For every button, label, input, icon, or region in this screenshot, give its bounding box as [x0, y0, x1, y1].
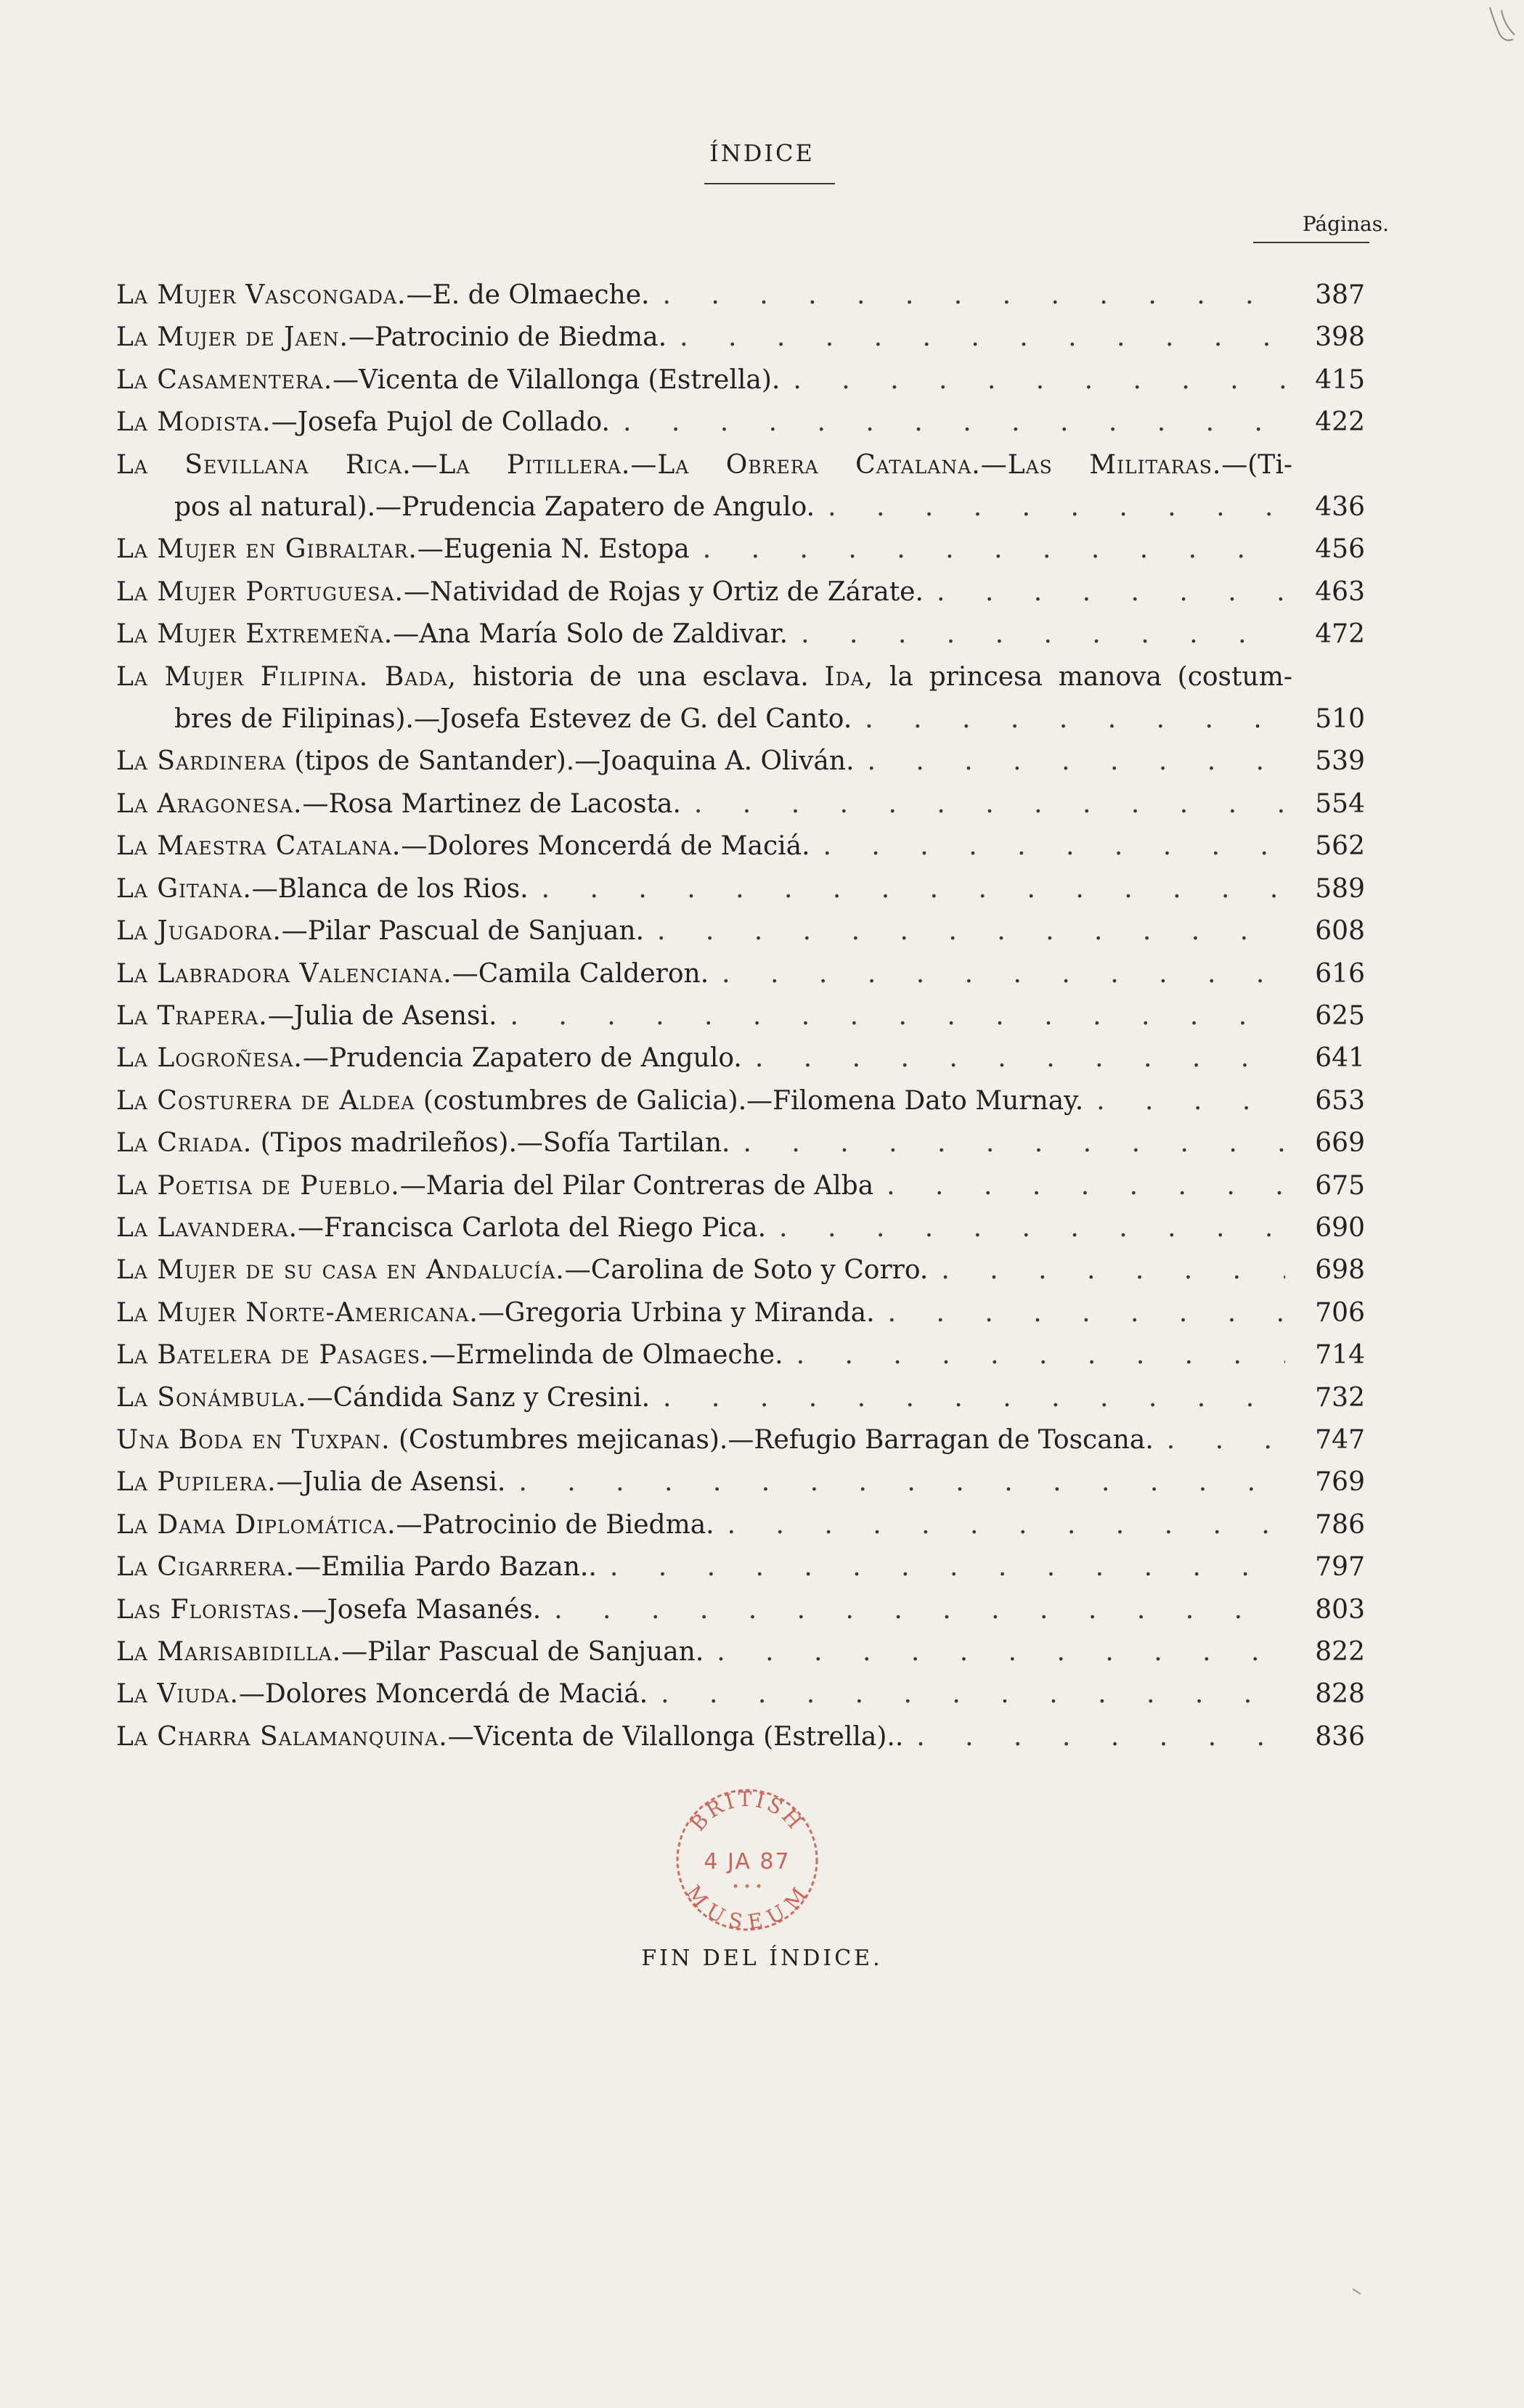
entry-title: La Mujer Vascongada.: [116, 280, 407, 310]
entry-text: [116, 1631, 704, 1673]
entry-author: —Dolores Moncerdá de Maciá.: [401, 831, 810, 862]
entry-title: La Dama Diplomática.: [116, 1509, 396, 1540]
pages-rule: [1253, 242, 1369, 243]
entry-title: La Cigarrera.: [116, 1552, 296, 1583]
entry-author: —Rosa Martinez de Lacosta.: [302, 788, 681, 819]
dot-leader: [855, 740, 1285, 783]
entry-text: [116, 401, 610, 444]
pages-column-header: Páginas.: [1302, 212, 1389, 236]
entry-author: —Blanca de los Rios.: [251, 873, 529, 904]
entry-title: La Mujer Norte-Americana.: [116, 1297, 478, 1328]
toc-entry: [116, 528, 1365, 571]
page-number: 836: [1315, 1721, 1365, 1752]
entry-author: —Pilar Pascual de Sanjuan.: [341, 1637, 704, 1667]
entry-title: La Criada.: [116, 1128, 253, 1159]
entry-title: La Logroñesa.: [116, 1043, 303, 1074]
entry-text: [116, 613, 788, 656]
dot-leader: [875, 1292, 1285, 1334]
dot-leader: [924, 571, 1285, 613]
toc-entry: [116, 1165, 1365, 1207]
page-title: ÍNDICE: [709, 139, 815, 167]
entry-text: [116, 528, 690, 571]
entry-title: La Costurera de Aldea: [116, 1085, 415, 1116]
dot-leader: [644, 910, 1285, 952]
entry-text: la princesa manova (costum-: [873, 661, 1292, 692]
entry-author: —Francisca Carlota del Riego Pica.: [298, 1212, 767, 1243]
toc-entry: [116, 1673, 1365, 1715]
page-number: 415: [1315, 364, 1365, 395]
dot-leader: [815, 486, 1285, 528]
entry-text: [116, 1716, 903, 1758]
toc-entry: [116, 1461, 1365, 1503]
stamp-date: 4 JA 87: [704, 1849, 791, 1874]
toc-entry: [116, 1377, 1365, 1419]
entry-author: —Patrocinio de Biedma.: [396, 1509, 714, 1540]
stamp-bottom-text: MUSEUM: [681, 1880, 813, 1935]
entry-continuation: bres de Filipinas).—Josefa Estevez de G. del Canto.: [174, 704, 852, 735]
dot-leader: [780, 359, 1285, 401]
entry-author: (tipos de Santander).—Joaquina A. Oliván.: [285, 746, 855, 777]
entry-author: —Ana María Solo de Zaldivar.: [393, 619, 789, 650]
page-number: 822: [1315, 1637, 1365, 1667]
entry-title: La Labradora Valenciana.: [116, 958, 452, 989]
toc-entry: [116, 1207, 1365, 1249]
dot-leader: [650, 1377, 1285, 1419]
entry-author: —Vicenta de Vilallonga (Estrella).: [333, 364, 781, 395]
page-number: 714: [1315, 1340, 1365, 1371]
dot-leader: [1083, 1080, 1285, 1122]
entry-title: Las Floristas.: [116, 1594, 301, 1625]
dot-leader: [667, 317, 1285, 359]
entry-title-secondary: Ida,: [824, 661, 874, 692]
entry-author: —Maria del Pilar Contreras de Alba: [399, 1170, 874, 1201]
entry-text: [116, 1292, 875, 1334]
entry-text: [116, 359, 780, 401]
page-number: 669: [1315, 1128, 1365, 1159]
toc-entry: [116, 1080, 1365, 1122]
entry-title: La Mujer de su casa en Andalucía.: [116, 1255, 565, 1286]
dot-leader: [704, 1631, 1285, 1673]
paper-speck: [1352, 2288, 1362, 2295]
entry-author: (Tipos madrileños).—Sofía Tartilan.: [252, 1128, 730, 1159]
entry-author: —Camila Calderon.: [452, 958, 709, 989]
toc-entry: [116, 401, 1365, 444]
entry-text: [116, 1080, 1083, 1122]
entry-title: La Batelera de Pasages.: [116, 1340, 430, 1371]
toc-entry: [116, 1334, 1365, 1376]
toc-entry: [116, 1249, 1365, 1291]
toc-entry: [116, 1037, 1365, 1079]
dot-leader: [690, 528, 1285, 571]
entry-title: Una Boda en Tuxpan.: [116, 1424, 391, 1455]
dot-leader: [783, 1334, 1285, 1376]
dot-leader: [730, 1122, 1285, 1164]
museum-stamp: [672, 1784, 823, 1935]
end-of-index-text: FIN DEL ÍNDICE.: [641, 1946, 883, 1971]
stamp-top-text: BRITISH: [685, 1787, 809, 1836]
entry-text: [116, 1546, 597, 1588]
toc-entry: [116, 783, 1365, 825]
dot-leader: [714, 1504, 1285, 1546]
toc-entry: [116, 868, 1365, 910]
dot-leader: [1154, 1419, 1285, 1461]
page-number: 786: [1315, 1509, 1365, 1540]
entry-author: (Costumbres mejicanas).—Refugio Barragan de Toscana.: [390, 1424, 1154, 1455]
entry-author: historia de una esclava.: [456, 661, 825, 692]
page-number: 510: [1315, 704, 1365, 735]
dot-leader: [873, 1165, 1285, 1207]
dot-leader: [649, 274, 1285, 317]
entry-author: —Patrocinio de Biedma.: [349, 322, 667, 353]
entry-title: La Trapera.: [116, 1000, 268, 1031]
dot-leader: [742, 1037, 1285, 1079]
entry-author: —Gregoria Urbina y Miranda.: [478, 1297, 875, 1328]
entry-text: [116, 1249, 928, 1291]
entry-title: La Mujer Extremeña.: [116, 619, 394, 650]
entry-continuation: pos al natural).—Prudencia Zapatero de Angulo.: [174, 492, 815, 523]
entry-title: La Modista.: [116, 407, 272, 438]
entry-author: —Pilar Pascual de Sanjuan.: [281, 916, 645, 947]
toc-entry: [116, 1122, 1365, 1164]
dot-leader: [766, 1207, 1285, 1249]
entry-author: —Prudencia Zapatero de Angulo.: [302, 1043, 742, 1074]
entry-title: La Sardinera: [116, 746, 286, 777]
corner-pencil-mark: [1486, 3, 1519, 46]
entry-text: [116, 740, 855, 783]
toc-entry: [116, 1546, 1365, 1588]
dot-leader: [928, 1249, 1285, 1291]
toc-entry: [116, 1292, 1365, 1334]
entry-text: [116, 1673, 648, 1715]
entry-text: [116, 995, 497, 1037]
dot-leader: [709, 953, 1285, 995]
dot-leader: [852, 698, 1285, 740]
entry-author: —E. de Olmaeche.: [406, 280, 650, 310]
entry-author: —Josefa Masanés.: [301, 1594, 542, 1625]
toc-entry: [116, 1419, 1365, 1461]
toc-entry: [116, 995, 1365, 1037]
page-number: 797: [1315, 1552, 1365, 1583]
page-number: 706: [1315, 1297, 1365, 1328]
entry-text: [116, 825, 810, 868]
entry-author: —Cándida Sanz y Cresini.: [306, 1382, 651, 1413]
page-number: 608: [1315, 916, 1365, 947]
entry-text: [116, 868, 529, 910]
page-number: 828: [1315, 1679, 1365, 1710]
entry-text: [116, 953, 709, 995]
entry-text: [116, 571, 924, 613]
entry-title: La Maestra Catalana.: [116, 831, 402, 862]
entry-text: [116, 274, 649, 317]
toc-entry: [116, 317, 1365, 359]
page-number: 732: [1315, 1382, 1365, 1413]
dot-leader: [610, 401, 1285, 444]
dot-leader: [681, 783, 1285, 825]
toc-entry: [116, 486, 1365, 528]
entry-title: La Sonámbula.: [116, 1382, 307, 1413]
page-number: 472: [1315, 619, 1365, 650]
entry-author: —Vicenta de Vilallonga (Estrella)..: [447, 1721, 904, 1752]
entry-author: —Natividad de Rojas y Ortiz de Zárate.: [403, 576, 924, 607]
page-number: 698: [1315, 1255, 1365, 1286]
entry-author: —Emilia Pardo Bazan..: [295, 1552, 597, 1583]
toc-entry: [116, 1589, 1365, 1631]
entry-title: La Charra Salamanquina.: [116, 1721, 448, 1752]
entry-title: La Mujer en Gibraltar.: [116, 534, 417, 565]
page-number: 562: [1315, 831, 1365, 862]
entry-title: La Pupilera.: [116, 1467, 277, 1498]
toc-entry: [116, 359, 1365, 401]
page-number: 554: [1315, 788, 1365, 819]
page-number: 653: [1315, 1085, 1365, 1116]
entry-title: La Jugadora.: [116, 916, 282, 947]
entry-title: La Lavandera.: [116, 1212, 298, 1243]
dot-leader: [597, 1546, 1285, 1588]
page-number: 675: [1315, 1170, 1365, 1201]
toc-entry-line: [116, 656, 1292, 698]
toc-entry: [116, 825, 1365, 868]
entry-title: La Mujer de Jaen.: [116, 322, 349, 353]
entry-text: [116, 1461, 505, 1503]
entry-text: [116, 783, 681, 825]
dot-leader: [903, 1716, 1285, 1758]
entry-text: [116, 317, 667, 359]
page-number: 422: [1315, 407, 1365, 438]
entry-title: La Sevillana Rica.—La Pitillera.—La Obrera Catalana.—Las Militaras.: [116, 449, 1222, 480]
toc-entry: [116, 571, 1365, 613]
entry-title: La Casamentera.: [116, 364, 333, 395]
dot-leader: [648, 1673, 1285, 1715]
entry-author: —Julia de Asensi.: [267, 1000, 497, 1031]
entry-author: —Julia de Asensi.: [276, 1467, 506, 1498]
toc-entry: [116, 613, 1365, 656]
entry-author: (costumbres de Galicia).—Filomena Dato Murnay.: [415, 1085, 1084, 1116]
entry-title: La Gitana.: [116, 873, 252, 904]
dot-leader: [505, 1461, 1285, 1503]
entry-text: [116, 1037, 742, 1079]
dot-leader: [810, 825, 1285, 868]
toc-entry: [116, 1716, 1365, 1758]
toc-entry: [116, 953, 1365, 995]
page-number: 398: [1315, 322, 1365, 353]
page-number: 539: [1315, 746, 1365, 777]
toc-entry: [116, 274, 1365, 317]
dot-leader: [788, 613, 1285, 656]
entry-author: —Dolores Moncerdá de Maciá.: [238, 1679, 648, 1710]
entry-text: [116, 1207, 766, 1249]
entry-text: [116, 1504, 714, 1546]
page-number: 456: [1315, 534, 1365, 565]
table-of-contents: [116, 274, 1365, 1758]
page-number: 436: [1315, 492, 1365, 523]
page-number: 641: [1315, 1043, 1365, 1074]
title-rule: [704, 183, 835, 184]
entry-author: —Josefa Pujol de Collado.: [271, 407, 610, 438]
entry-text: [116, 1334, 783, 1376]
toc-entry: [116, 910, 1365, 952]
entry-text: [116, 1419, 1154, 1461]
entry-author: —Carolina de Soto y Corro.: [564, 1255, 929, 1286]
entry-text: [116, 1589, 541, 1631]
entry-title: La Poetisa de Pueblo.: [116, 1170, 400, 1201]
dot-leader: [529, 868, 1285, 910]
entry-title: La Aragonesa.: [116, 788, 303, 819]
entry-title: La Mujer Filipina. Bada,: [116, 661, 457, 692]
toc-entry-line: [116, 444, 1292, 486]
dot-leader: [497, 995, 1285, 1037]
entry-text: [116, 1377, 650, 1419]
entry-author: —(Ti-: [1221, 449, 1292, 480]
toc-entry: [116, 1631, 1365, 1673]
page-number: 625: [1315, 1000, 1365, 1031]
page-number: 690: [1315, 1212, 1365, 1243]
entry-title: La Viuda.: [116, 1679, 239, 1710]
toc-entry: [116, 1504, 1365, 1546]
toc-entry: [116, 698, 1365, 740]
page-number: 387: [1315, 280, 1365, 310]
page-number: 616: [1315, 958, 1365, 989]
page-number: 769: [1315, 1467, 1365, 1498]
entry-author: —Ermelinda de Olmaeche.: [429, 1340, 783, 1371]
entry-title: La Marisabidilla.: [116, 1637, 342, 1667]
page-number: 463: [1315, 576, 1365, 607]
entry-author: —Eugenia N. Estopa: [417, 534, 690, 565]
entry-title: La Mujer Portuguesa.: [116, 576, 404, 607]
entry-text: [116, 1165, 873, 1207]
page-number: 803: [1315, 1594, 1365, 1625]
entry-text: [116, 1122, 730, 1164]
page-number: 747: [1315, 1424, 1365, 1455]
entry-text: [116, 910, 644, 952]
page-number: 589: [1315, 873, 1365, 904]
dot-leader: [541, 1589, 1285, 1631]
toc-entry: [116, 740, 1365, 783]
